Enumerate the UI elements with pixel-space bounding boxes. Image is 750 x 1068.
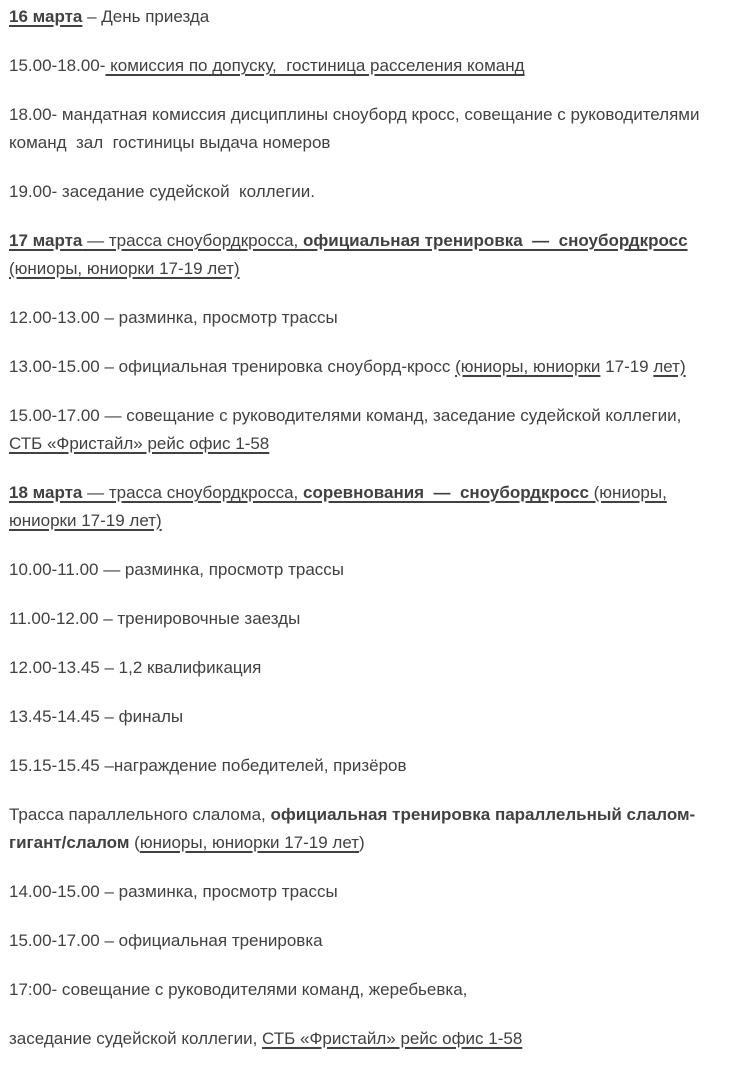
paragraph-day-17-item-1300 [9,353,741,381]
document-body [9,3,741,1053]
text-segment: ) [359,833,365,852]
paragraph-day-17-item-1500 [9,402,741,458]
text-segment: 18 марта [9,483,83,502]
paragraph-day-18-item-1515 [9,752,741,780]
text-segment: соревнования — сноубордкросс [302,483,589,502]
paragraph-parallel-slalom-header [9,801,741,857]
text-segment: 12.00-13.45 – 1,2 квалификация [9,658,262,677]
text-segment: 11.00-12.00 – тренировочные заезды [9,609,301,628]
text-segment: юниорки 17-19 лет) [9,511,162,530]
text-segment: – День приезда [82,7,210,26]
paragraph-parallel-item-final [9,1025,741,1053]
text-segment: 17:00- совещание с руководителями команд, жеребьевка, [9,980,468,999]
text-segment: 12.00-13.00 – разминка, просмотр трассы [9,308,338,327]
text-segment: ( [134,833,140,852]
paragraph-parallel-item-1400 [9,878,741,906]
paragraph-parallel-item-1700 [9,976,741,1004]
paragraph-day-17-header [9,227,741,283]
paragraph-day-18-header [9,479,741,535]
text-segment: команд зал гостиницы выдача номеров [9,133,331,152]
text-segment: юниоры, юниорки 17-19 лет [139,833,360,852]
text-segment: 13.45-14.45 – финалы [9,707,184,726]
paragraph-day-18-item-1345 [9,703,741,731]
paragraph-day-16-header [9,3,741,31]
text-segment: заседание судейской коллегии, [9,1029,263,1048]
text-segment: (юниоры, юниорки 17-19 лет) [9,259,240,278]
text-segment: — трасса сноубордкросса, [82,483,303,502]
text-segment: 15.15-15.45 –награждение победителей, призёров [9,756,407,775]
text-segment: гигант/слалом [9,833,135,852]
text-segment: 17 марта [9,231,83,250]
paragraph-day-16-item-1500 [9,52,741,80]
text-segment: 14.00-15.00 – разминка, просмотр трассы [9,882,338,901]
text-segment: 17-19 [600,357,654,376]
text-segment: 15.00-17.00 – официальная тренировка [9,931,323,950]
text-segment: 19.00- заседание судейской коллегии. [9,182,315,201]
text-segment: 10.00-11.00 — разминка, просмотр трассы [9,560,344,579]
paragraph-day-16-item-1800 [9,101,741,157]
paragraph-day-18-item-1000 [9,556,741,584]
text-segment: лет) [653,357,686,376]
text-segment: (юниоры, юниорки [455,357,601,376]
text-segment: СТБ «Фристайл» рейс офис 1-58 [9,434,270,453]
text-segment: официальная тренировка — сноубордкросс [302,231,688,250]
text-segment: Трасса параллельного слалома, [9,805,271,824]
text-segment: 15.00-17.00 — совещание с руководителями команд, заседание судейской коллегии, [9,406,682,425]
paragraph-parallel-item-1500 [9,927,741,955]
paragraph-day-18-item-1100 [9,605,741,633]
text-segment: 16 марта [9,7,83,26]
text-segment: (юниоры, [588,483,667,502]
text-segment: — трасса сноубордкросса, [82,231,303,250]
text-segment: комиссия по допуску, гостиница расселения команд [105,56,525,75]
text-segment: 18.00- мандатная комиссия дисциплины сноуборд кросс, совещание с руководителями [9,105,700,124]
text-segment: СТБ «Фристайл» рейс офис 1-58 [262,1029,523,1048]
text-segment: 13.00-15.00 – официальная тренировка сноуборд-кросс [9,357,456,376]
paragraph-day-17-item-1200 [9,304,741,332]
paragraph-day-18-item-1200 [9,654,741,682]
text-segment: 15.00-18.00- [9,56,106,75]
text-segment: официальная тренировка параллельный слалом- [270,805,696,824]
paragraph-day-16-item-1900 [9,178,741,206]
